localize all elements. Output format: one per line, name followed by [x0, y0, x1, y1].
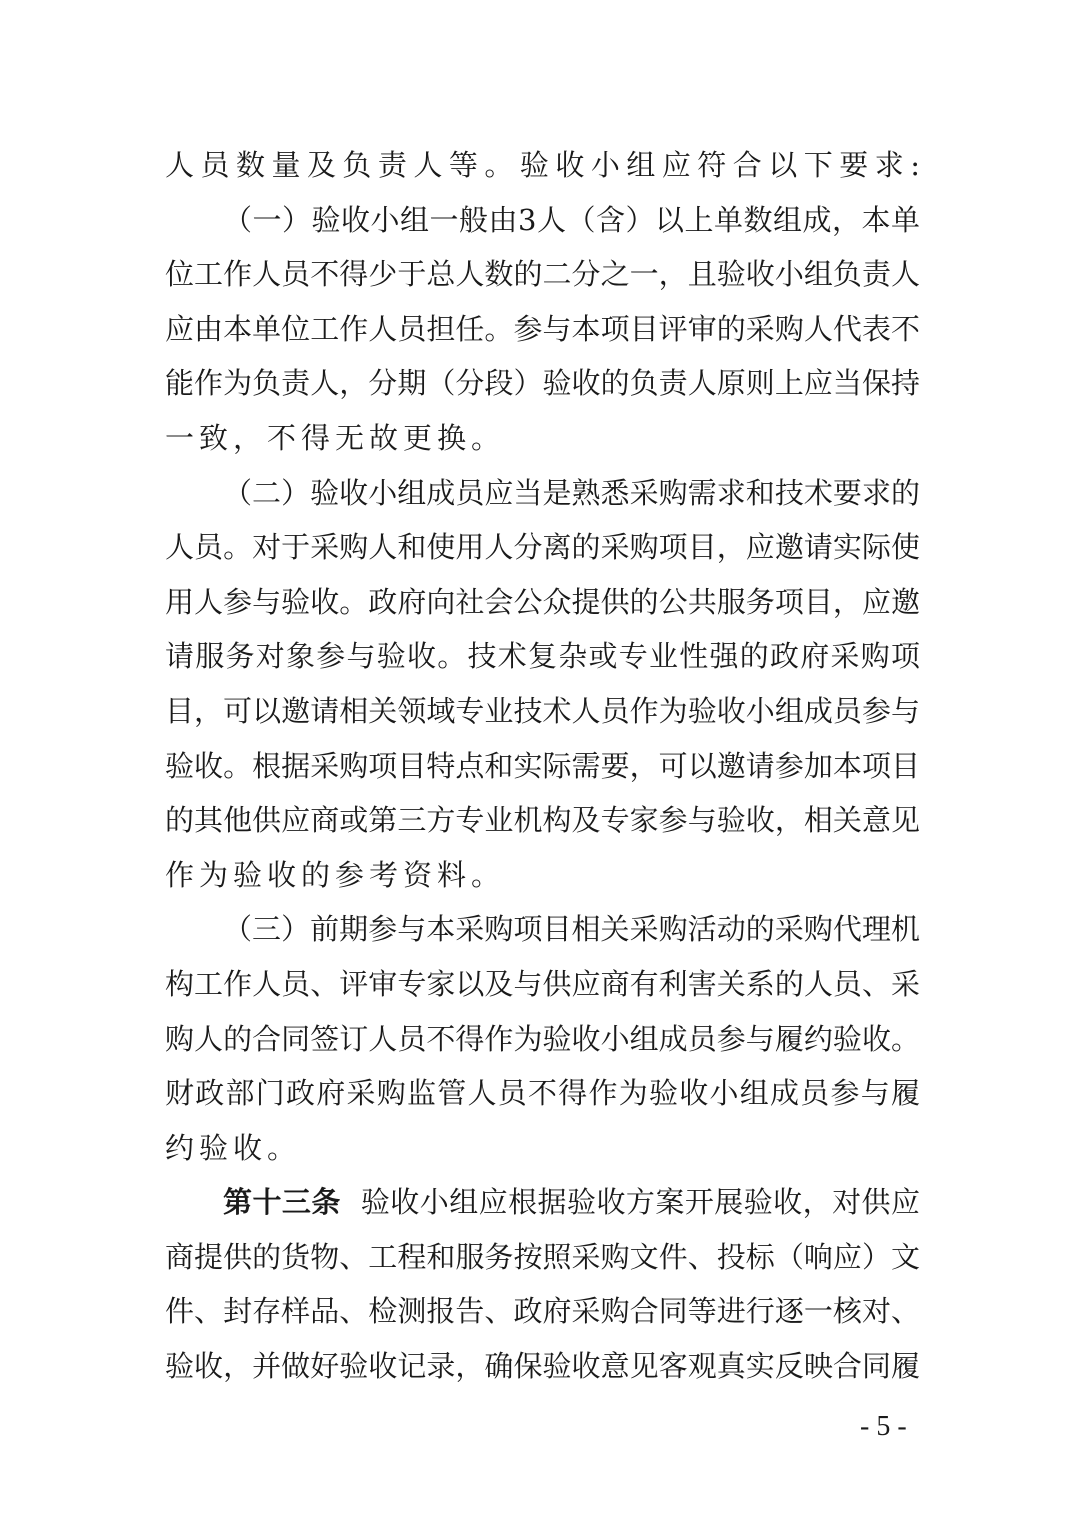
page-number: - 5 -: [860, 1411, 907, 1442]
text-line: 财政部门政府采购监管人员不得作为验收小组成员参与履: [165, 1076, 920, 1111]
article-text: 验收小组应根据验收方案开展验收，对供应: [360, 1185, 920, 1220]
text-line: 一致，不得无故更换。: [165, 420, 506, 455]
article-13-line: [165, 1175, 920, 1230]
text-line: （二）验收小组成员应当是熟悉采购需求和技术要求的: [223, 475, 920, 510]
text-line: 人员。对于采购人和使用人分离的采购项目，应邀请实际使: [165, 530, 920, 565]
text-line: 人员数量及负责人等。验收小组应符合以下要求:: [165, 148, 920, 182]
text-line: 应由本单位工作人员担任。参与本项目评审的采购人代表不: [165, 311, 920, 346]
text-line: （一）验收小组一般由3人（含）以上单数组成，本单: [223, 202, 920, 237]
text-line: 能作为负责人，分期（分段）验收的负责人原则上应当保持: [165, 366, 920, 401]
text-line: 商提供的货物、工程和服务按照采购文件、投标（响应）文: [165, 1239, 920, 1274]
text-line: 验收，并做好验收记录，确保验收意见客观真实反映合同履: [165, 1349, 920, 1384]
text-line: （三）前期参与本采购项目相关采购活动的采购代理机: [223, 912, 920, 947]
text-line: 请服务对象参与验收。技术复杂或专业性强的政府采购项: [165, 639, 920, 674]
text-line: 构工作人员、评审专家以及与供应商有利害关系的人员、采: [165, 966, 920, 1001]
text-line: 购人的合同签订人员不得作为验收小组成员参与履约验收。: [165, 1021, 920, 1056]
article-label: 第十三条: [223, 1185, 341, 1220]
text-line: 验收。根据采购项目特点和实际需要，可以邀请参加本项目: [165, 748, 920, 783]
text-line: 的其他供应商或第三方专业机构及专家参与验收，相关意见: [165, 803, 920, 838]
body-text: [165, 138, 920, 1394]
text-line: 件、封存样品、检测报告、政府采购合同等进行逐一核对、: [165, 1294, 920, 1329]
text-line: 目，可以邀请相关领域专业技术人员作为验收小组成员参与: [165, 693, 920, 728]
text-line: 位工作人员不得少于总人数的二分之一，且验收小组负责人: [165, 257, 920, 292]
text-line: 作为验收的参考资料。: [165, 857, 506, 892]
text-line: 约验收。: [165, 1130, 302, 1165]
text-line: 用人参与验收。政府向社会公众提供的公共服务项目，应邀: [165, 584, 920, 619]
